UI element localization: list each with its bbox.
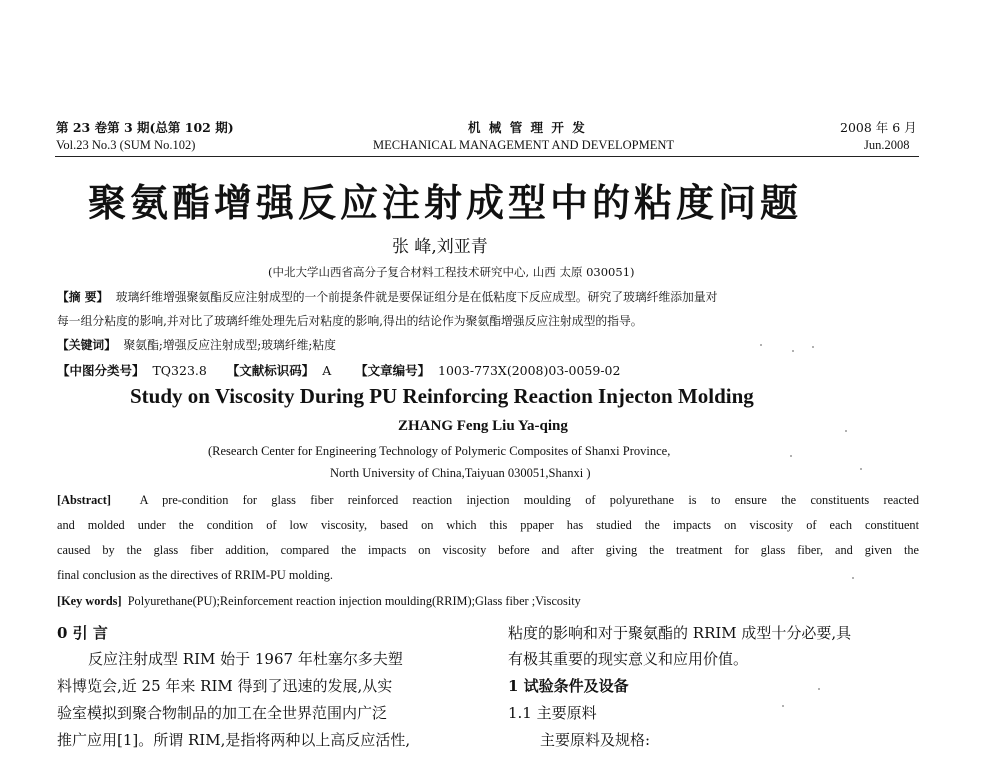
scan-speck xyxy=(790,455,792,457)
scan-speck xyxy=(818,688,820,690)
scan-speck xyxy=(812,346,814,348)
authors-en: ZHANG Feng Liu Ya-qing xyxy=(398,418,568,434)
doc-code-value: A xyxy=(322,363,332,378)
scan-speck xyxy=(792,350,794,352)
affiliation-en-2: North University of China,Taiyuan 030051,Shanxi ) xyxy=(330,466,591,480)
intro-paragraph-line-1: 反应注射成型 RIM 始于 1967 年杜塞尔多夫塑 xyxy=(88,650,403,668)
keywords-en xyxy=(57,594,919,609)
scan-speck xyxy=(760,344,762,346)
scan-speck xyxy=(852,577,854,579)
keywords-cn xyxy=(57,336,336,353)
subsection-heading-materials: 1.1 主要原料 xyxy=(508,704,597,722)
journal-volume-en: Vol.23 No.3 (SUM No.102) xyxy=(56,138,196,152)
keywords-en-text: Polyurethane(PU);Reinforcement reaction injection moulding(RRIM);Glass fiber ;Viscosity xyxy=(127,594,581,608)
abstract-cn-line-1 xyxy=(57,288,717,305)
materials-spec-line: 主要原料及规格: xyxy=(540,731,651,749)
abstract-cn-label: 【摘 要】 xyxy=(57,290,109,304)
right-paragraph-line-2: 有极其重要的现实意义和应用价值。 xyxy=(508,650,749,668)
issue-date-en: Jun.2008 xyxy=(864,138,910,152)
clc-label: 【中图分类号】 xyxy=(57,363,145,378)
intro-paragraph-line-4: 推广应用[1]。所谓 RIM,是指将两种以上高反应活性, xyxy=(57,731,411,749)
abstract-cn-text-2: 每一组分粘度的影响,并对比了玻璃纤维处理先后对粘度的影响,得出的结论作为聚氨酯增强反应注射成型的指导。 xyxy=(57,314,643,328)
right-paragraph-line-1: 粘度的影响和对于聚氨酯的 RRIM 成型十分必要,具 xyxy=(508,624,852,642)
keywords-en-label: [Key words] xyxy=(57,594,122,608)
article-number-label: 【文章编号】 xyxy=(355,363,431,378)
authors-cn: 张 峰,刘亚青 xyxy=(392,237,488,257)
abstract-en-text-4: final conclusion as the directives of RRIM-PU molding. xyxy=(57,568,333,582)
journal-name-en: MECHANICAL MANAGEMENT AND DEVELOPMENT xyxy=(373,138,675,152)
paper-title-cn: 聚氨酯增强反应注射成型中的粘度问题 xyxy=(88,180,803,225)
abstract-en-text-1: A pre-condition for glass fiber reinforced reaction injection moulding of polyurethane is to ensure the constituents reacted xyxy=(139,493,919,507)
keywords-cn-text: 聚氨酯;增强反应注射成型;玻璃纤维;粘度 xyxy=(123,338,336,352)
scan-speck xyxy=(782,705,784,707)
abstract-en-label: [Abstract] xyxy=(57,493,111,507)
article-number-value: 1003-773X(2008)03-0059-02 xyxy=(438,363,621,378)
section-heading-introduction: 0 引 言 xyxy=(57,624,108,642)
clc-value: TQ323.8 xyxy=(152,363,207,378)
section-heading-test-conditions: 1 试验条件及设备 xyxy=(508,677,629,695)
abstract-cn-text-1: 玻璃纤维增强聚氨酯反应注射成型的一个前提条件就是要保证组分是在低粘度下反应成型。研究了玻璃纤维添加量对 xyxy=(115,290,718,304)
abstract-en-line-1 xyxy=(57,493,919,508)
classification-line xyxy=(57,361,620,379)
abstract-en-text-3: caused by the glass fiber addition, compared the impacts on viscosity before and after giving the treatment for glass fiber, and given the xyxy=(57,543,919,557)
abstract-en-text-2: and molded under the condition of low viscosity, based on which this ppaper has studied the impacts on viscosity of each constituent xyxy=(57,518,919,532)
scan-speck xyxy=(845,430,847,432)
keywords-cn-label: 【关键词】 xyxy=(57,338,116,352)
issue-date-cn: 2008 年 6 月 xyxy=(840,120,917,135)
journal-volume-cn: 第 23 卷第 3 期(总第 102 期) xyxy=(56,120,234,135)
doc-code-label: 【文献标识码】 xyxy=(226,363,315,378)
intro-paragraph-line-2: 料博览会,近 25 年来 RIM 得到了迅速的发展,从实 xyxy=(57,677,393,695)
affiliation-en-1: (Research Center for Engineering Technology of Polymeric Composites of Shanxi Province, xyxy=(208,444,671,458)
journal-name-cn: 机 械 管 理 开 发 xyxy=(468,120,587,135)
header-rule xyxy=(55,156,919,157)
affiliation-cn: (中北大学山西省高分子复合材料工程技术研究中心, 山西 太原 030051) xyxy=(268,265,635,279)
scan-speck xyxy=(860,468,862,470)
intro-paragraph-line-3: 验室模拟到聚合物制品的加工在全世界范围内广泛 xyxy=(57,704,388,722)
paper-title-en: Study on Viscosity During PU Reinforcing Reaction Injecton Molding xyxy=(130,384,754,408)
